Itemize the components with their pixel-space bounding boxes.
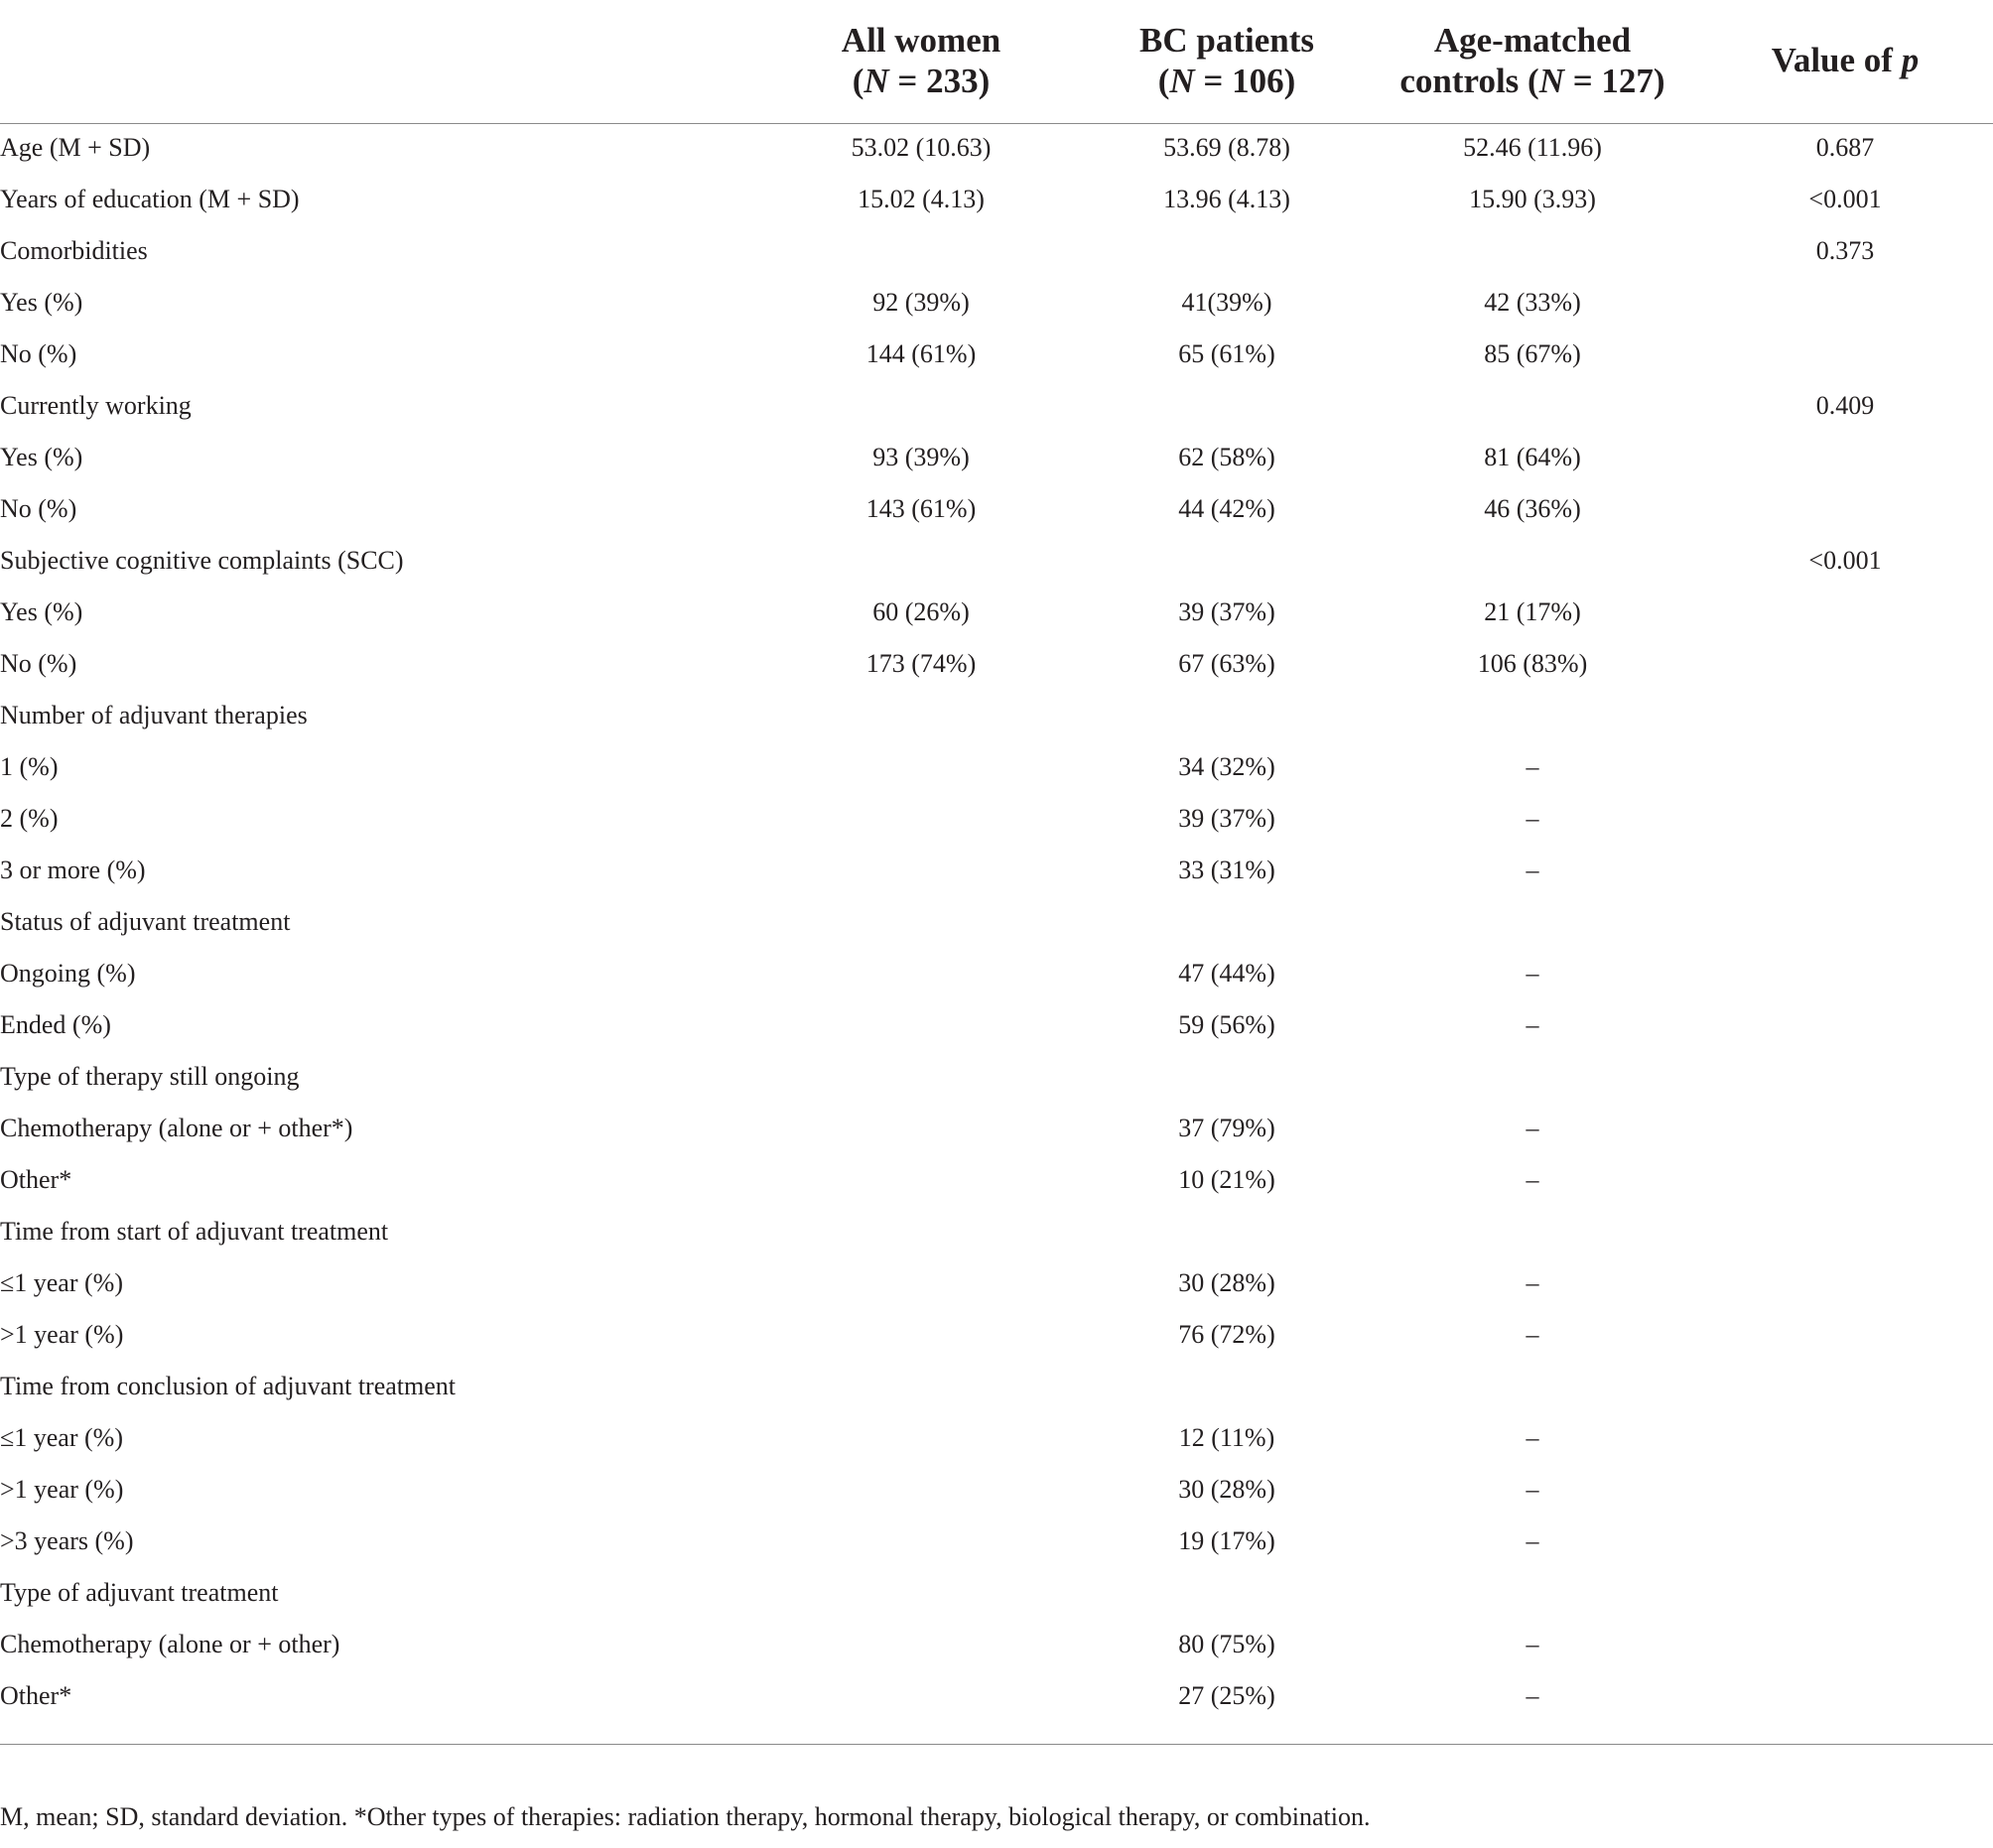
cell-p-value: 0.687 — [1815, 133, 1875, 162]
cell-bc-patients: 47 (44%) — [1178, 959, 1275, 988]
header-age-matched-controls — [1359, 20, 1706, 101]
table-row — [0, 1620, 1993, 1671]
table-row — [0, 1052, 1993, 1104]
cell-bc-patients: 41(39%) — [1181, 288, 1272, 317]
cell-bc-patients: 65 (61%) — [1178, 339, 1275, 368]
table-row — [0, 1207, 1993, 1258]
row-label: 3 or more (%) — [0, 856, 146, 884]
table-row — [0, 1000, 1993, 1052]
table-row — [0, 949, 1993, 1000]
table-row — [0, 484, 1993, 536]
cell-bc-patients: 30 (28%) — [1178, 1475, 1275, 1504]
table-row — [0, 1517, 1993, 1568]
row-label: 1 (%) — [0, 752, 59, 781]
table-row — [0, 846, 1993, 897]
table-body — [0, 123, 1993, 1723]
cell-bc-patients: 62 (58%) — [1178, 443, 1275, 471]
row-label: No (%) — [0, 649, 77, 678]
cell-all-women: 93 (39%) — [872, 443, 970, 471]
table-row — [0, 175, 1993, 226]
table-row — [0, 433, 1993, 484]
cell-controls: – — [1526, 1165, 1539, 1194]
cell-all-women: 15.02 (4.13) — [858, 185, 985, 213]
row-label: >1 year (%) — [0, 1475, 124, 1504]
table-row — [0, 278, 1993, 330]
row-label: >1 year (%) — [0, 1320, 124, 1349]
header-all-women-line1: All women — [841, 21, 1001, 60]
table-row — [0, 1104, 1993, 1155]
row-label: Ongoing (%) — [0, 959, 136, 988]
row-label: ≤1 year (%) — [0, 1268, 123, 1297]
cell-bc-patients: 10 (21%) — [1178, 1165, 1275, 1194]
row-label: Type of adjuvant treatment — [0, 1578, 279, 1607]
row-label: Chemotherapy (alone or + other*) — [0, 1114, 353, 1142]
table-row — [0, 691, 1993, 742]
table-row — [0, 123, 1993, 175]
row-label: Comorbidities — [0, 236, 148, 265]
cell-controls: – — [1526, 1681, 1539, 1710]
cell-controls: – — [1526, 1630, 1539, 1658]
row-label: No (%) — [0, 339, 77, 368]
cell-bc-patients: 27 (25%) — [1178, 1681, 1275, 1710]
cell-controls: 21 (17%) — [1484, 597, 1581, 626]
row-label: Yes (%) — [0, 443, 83, 471]
row-label: Other* — [0, 1681, 72, 1710]
cell-all-women: 144 (61%) — [865, 339, 977, 368]
cell-bc-patients: 30 (28%) — [1178, 1268, 1275, 1297]
table-row — [0, 1465, 1993, 1517]
header-value-of-p: Value of p — [1771, 41, 1920, 79]
cell-controls: – — [1526, 752, 1539, 781]
table-row — [0, 381, 1993, 433]
header-bc-patients — [1078, 20, 1376, 101]
table-row — [0, 1568, 1993, 1620]
cell-bc-patients: 33 (31%) — [1178, 856, 1275, 884]
row-label: Other* — [0, 1165, 72, 1194]
cell-all-women: 60 (26%) — [872, 597, 970, 626]
cell-controls: 106 (83%) — [1477, 649, 1588, 678]
cell-p-value: 0.373 — [1815, 236, 1875, 265]
row-label: No (%) — [0, 494, 77, 523]
row-label: Time from conclusion of adjuvant treatment — [0, 1372, 456, 1400]
header-controls-line1: Age-matched — [1433, 21, 1632, 60]
cell-controls: – — [1526, 959, 1539, 988]
cell-p-value: <0.001 — [1808, 546, 1882, 575]
cell-controls: – — [1526, 1320, 1539, 1349]
table-row — [0, 226, 1993, 278]
cell-bc-patients: 67 (63%) — [1178, 649, 1275, 678]
cell-controls: – — [1526, 1526, 1539, 1555]
cell-controls: – — [1526, 1423, 1539, 1452]
cell-controls: – — [1526, 1475, 1539, 1504]
cell-controls: 52.46 (11.96) — [1463, 133, 1602, 162]
cell-controls: 81 (64%) — [1484, 443, 1581, 471]
table-row — [0, 742, 1993, 794]
cell-controls: – — [1526, 1268, 1539, 1297]
cell-bc-patients: 12 (11%) — [1178, 1423, 1275, 1452]
cell-bc-patients: 37 (79%) — [1178, 1114, 1275, 1142]
row-label: Years of education (M + SD) — [0, 185, 300, 213]
row-label: Number of adjuvant therapies — [0, 701, 308, 729]
table-row — [0, 588, 1993, 639]
row-label: >3 years (%) — [0, 1526, 134, 1555]
header-bc-patients-line1: BC patients — [1139, 21, 1314, 60]
cell-bc-patients: 44 (42%) — [1178, 494, 1275, 523]
row-label: Type of therapy still ongoing — [0, 1062, 300, 1091]
cell-controls: – — [1526, 856, 1539, 884]
table-row — [0, 330, 1993, 381]
cell-controls: – — [1526, 1010, 1539, 1039]
row-label: Ended (%) — [0, 1010, 111, 1039]
header-bc-patients-line2: (N = 106) — [1157, 62, 1296, 100]
cell-bc-patients: 19 (17%) — [1178, 1526, 1275, 1555]
cell-p-value: <0.001 — [1808, 185, 1882, 213]
table-row — [0, 639, 1993, 691]
row-label: 2 (%) — [0, 804, 59, 833]
cell-all-women: 92 (39%) — [872, 288, 970, 317]
row-label: Status of adjuvant treatment — [0, 907, 291, 936]
table-row — [0, 1155, 1993, 1207]
table-header — [0, 0, 1993, 124]
row-label: Yes (%) — [0, 288, 83, 317]
cell-all-women: 173 (74%) — [865, 649, 977, 678]
cell-controls: 42 (33%) — [1484, 288, 1581, 317]
cell-controls: 15.90 (3.93) — [1469, 185, 1596, 213]
table-bottom-rule — [0, 1744, 1993, 1745]
table-row — [0, 1362, 1993, 1413]
cell-bc-patients: 39 (37%) — [1178, 804, 1275, 833]
header-all-women-line2: (N = 233) — [852, 62, 991, 100]
cell-bc-patients: 76 (72%) — [1178, 1320, 1275, 1349]
cell-controls: 85 (67%) — [1484, 339, 1581, 368]
cell-all-women: 53.02 (10.63) — [851, 133, 992, 162]
row-label: Time from start of adjuvant treatment — [0, 1217, 389, 1246]
cell-bc-patients: 13.96 (4.13) — [1163, 185, 1290, 213]
table-row — [0, 536, 1993, 588]
row-label: ≤1 year (%) — [0, 1423, 123, 1452]
cell-controls: – — [1526, 804, 1539, 833]
cell-all-women: 143 (61%) — [865, 494, 977, 523]
cell-bc-patients: 39 (37%) — [1178, 597, 1275, 626]
row-label: Currently working — [0, 391, 192, 420]
cell-bc-patients: 34 (32%) — [1178, 752, 1275, 781]
table-row — [0, 1413, 1993, 1465]
header-all-women — [772, 20, 1070, 101]
table-footnote: M, mean; SD, standard deviation. *Other types of therapies: radiation therapy, hormonal therapy, biological therapy, or combination. — [0, 1802, 1371, 1831]
table-row — [0, 1258, 1993, 1310]
row-label: Subjective cognitive complaints (SCC) — [0, 546, 404, 575]
table-row — [0, 1310, 1993, 1362]
cell-controls: – — [1526, 1114, 1539, 1142]
cell-controls: 46 (36%) — [1484, 494, 1581, 523]
cell-bc-patients: 80 (75%) — [1178, 1630, 1275, 1658]
row-label: Yes (%) — [0, 597, 83, 626]
header-controls-line2: controls (N = 127) — [1399, 62, 1665, 100]
table-row — [0, 897, 1993, 949]
table-row — [0, 794, 1993, 846]
cell-bc-patients: 59 (56%) — [1178, 1010, 1275, 1039]
table-row — [0, 1671, 1993, 1723]
row-label: Chemotherapy (alone or + other) — [0, 1630, 340, 1658]
cell-p-value: 0.409 — [1815, 391, 1875, 420]
row-label: Age (M + SD) — [0, 133, 151, 162]
cell-bc-patients: 53.69 (8.78) — [1163, 133, 1290, 162]
